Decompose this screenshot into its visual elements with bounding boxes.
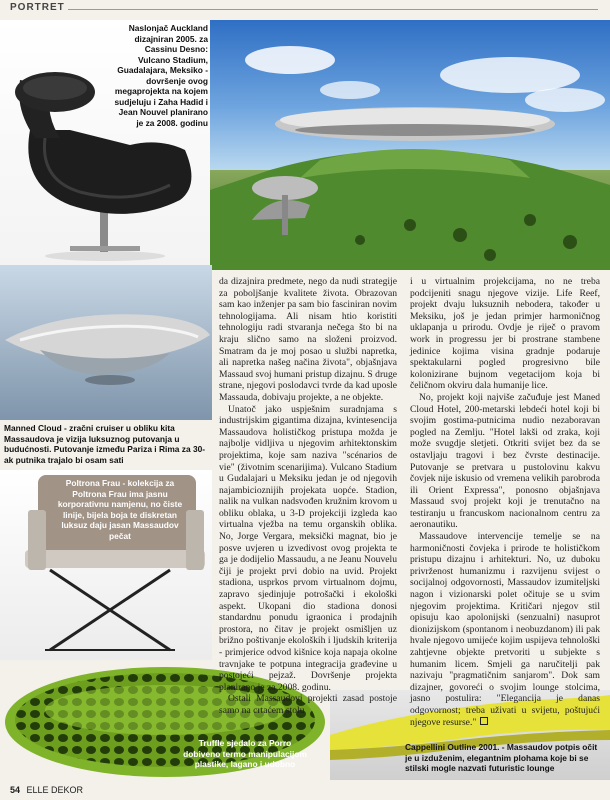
poltrona-frau-caption: Poltrona Frau - kolekcija za Poltrona Frau ima jasnu korporativnu namjenu, no čiste linije, bijela boja te diskretan luksuz daju jasan Massaudov pečat — [57, 478, 183, 541]
header-rule — [68, 9, 598, 10]
page-number: 54 — [10, 785, 21, 795]
page-footer — [10, 785, 83, 795]
article-paragraph — [410, 531, 600, 728]
article-paragraph-text: Massaudove intervencije temelje se na harmoničnosti čovjeka i prirode te holističkom pristupu dizajnu i arhitekturi. No, uz duboku privrženost humanizmu i razvijenu svijest o socijalnoj odgovornosti, Massaudov izumiteljski nagon i vizionarski polet očituje se u svim njegovim projektima. Kritičari njegov stil opisuju kao apolonijski (senzualni) nasuprot dionizijskom (spontanom i neobuzdanom) ili pak hvale njegovo umijeće kojim uspijeva tehnološki zahtjevne objekte pretvoriti u subjekte s humanim licem. Smjeli ga naručitelji pak nazivaju "pragmatičnim sanjarom". Dok sam dizajner, govoreći o svojim lounge stolcima, jasno postulira: "Elegancija je danas odgovornost; treba uživati u svijetu, poštujući njegove resurse." — [410, 531, 600, 728]
end-of-article-mark — [480, 717, 488, 725]
cappellini-caption: Cappellini Outline 2001. - Massaudov potpis očit je u izduženim, elegantnim plohama koje bi se stilski mogle nazvati futuristic lounge — [405, 742, 598, 773]
cruiser-illustration — [0, 265, 212, 420]
manned-cloud-caption: Manned Cloud - zračni cruiser u obliku kita Massaudova je vizija luksuznog putovanja u budućnosti. Putovanje između Pariza i Rima za 30-ak putnika trajalo bi osam sati — [4, 423, 206, 465]
truffle-caption: Truffle sjedalo za Porro dobiveno termo manipulacijom plastike, lagano i udobno — [183, 738, 307, 769]
auckland-caption: Naslonjač Auckland dizajniran 2005. za Cassinu Desno: Vulcano Stadium, Guadalajara, Meksiko - dovršenje ovog megaprojekta na kojem sudjeluju i Zaha Hadid i Jean Nouvel planirano je za 2008. godinu — [114, 23, 208, 128]
vulcano-stadium-photo — [210, 20, 610, 270]
stadium-illustration — [210, 20, 610, 270]
article-paragraph: da dizajnira predmete, nego da nudi strategije za poboljšanje kvalitete života. Obrazovan sam kao inženjer pa sam bio fasciniran novim tehnologijama. Ali nisam htio koristiti tehnologiju radi stvaranja nečega što bi na kraju slično samo na složeni proizvod. Smatram da je moj posao u službi napretka, ali napretka našeg načina života", objašnjava Massaud svoj humani pristup dizajnu. S druge strane, njegovi poslodavci tvrde da kad uposle Massauda, dobivaju projekte, a ne objekte. — [219, 276, 397, 403]
article-paragraph: i u virtualnim projekcijama, no ne treba podcijeniti snagu njegove vizije. Life Reef, projekt dvaju luksuznih nebodera, također u Meksiku, još je jedan primjer harmoničnog uklapanja u prirodu. Ovdje je riječ o pravom work in progressu jer bi prostrane stambene jedinice kojima visina gradnje podaruje spektakularni pogled progresivno bile kolonizirane bujnom vegetacijom koja bi čeličnom okviru dala humanije lice. — [410, 276, 600, 392]
section-label: PORTRET — [10, 2, 65, 13]
manned-cloud-photo — [0, 265, 212, 420]
article-paragraph: Unatoč jako uspješnim suradnjama s industrijskim gigantima dizajna, kvintesencija Massaudova holističkog pristupa možda je najbolje vidljiva u njegovim arhitektonskim projektima, koje sam naziva "scénarios de vie" (životnim scenarijima). Vulcano Stadium u Gudalajari u Meksiku jedan je od njegovih najambicioznijih projekata uopće. Stadion, nalik na vulkan nadsvođen kružnim krovom u obliku oblaka, u 3-D projekciji izgleda kao virtualna vježba na temu organskih oblika. No, Jorge Vergara, meksički magnat, bio je posve uvjeren u izvedivost ovog projekta te ga je dodijelio Massaudu, a ne Jeanu Nouvelu čiji je projekt prvi dobio na uvid. Projekt stadiona, usprkos prvom virtualnom dojmu, zapravo sjedinjuje potrošački i ekološki aspekt. Ukopani dio stadiona donosi standardnu ponudu igraonica i prodajnih prostora, no čitav je projekt osmišljen uz brižno poštivanje ekoloških i ljudskih kriterija - primjerice odvod kišnice koja napaja okolne travnjake te potpuna integracija građevine u postojeći pejzaž. Dovršenje projekta planirano je za 2008. godinu. — [219, 403, 397, 693]
article-column-1 — [219, 276, 397, 717]
page-header — [0, 0, 610, 18]
magazine-name: ELLE DEKOR — [26, 785, 84, 795]
article-paragraph: Ostali Massaudovi projekti zasad postoje samo na crtaćem stolu — [219, 693, 397, 716]
article-paragraph: No, projekt koji najviše začuđuje jest Maned Cloud Hotel, 200-metarski lebdeći hotel koji bi svojim gostima-putnicima nudio nezaboravan pogled na Zemlju. "Hotel lakši od zraka, koji može svugdje sletjeti. Otkriti svijet bez da se ostavljaju tragovi i bez čvrste destinacije. Putovanje se pretvara u pustolovinu kakvu čovjek nije iskusio od vremena velikih parobroda ili Orient Expressa", ponosno objašnjava Massaud svoj projekt koji je trenutačno na testiranju u francuskom nacionalnom centru za aeronautiku. — [410, 391, 600, 531]
article-column-2 — [410, 276, 600, 728]
